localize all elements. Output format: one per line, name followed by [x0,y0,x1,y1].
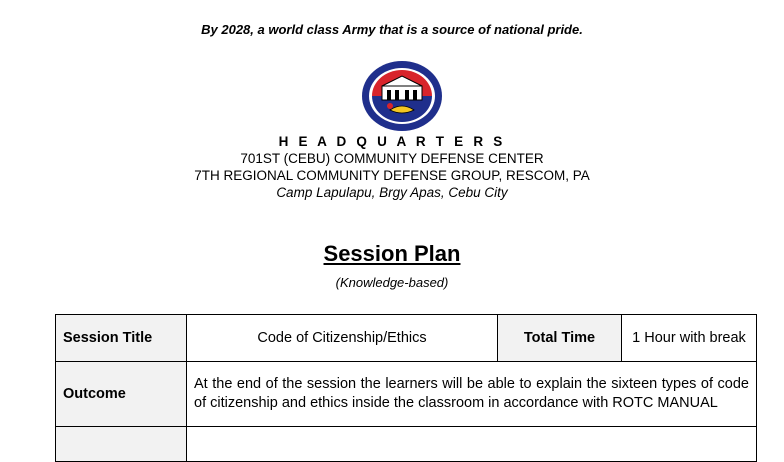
location: Camp Lapulapu, Brgy Apas, Cebu City [276,185,508,200]
session-plan-table [55,314,757,462]
outcome-value: At the end of the session the learners will be able to explain the sixteen types of code of citizenship and ethics inside the classroom in accordance with ROTC MANUAL [187,362,757,427]
headquarters-heading: H E A D Q U A R T E R S [278,134,506,149]
motto: By 2028, a world class Army that is a source of national pride. [201,22,583,37]
unit-seal-logo [360,60,444,132]
session-title-value: Code of Citizenship/Ethics [187,315,498,362]
unit-name: 701ST (CEBU) COMMUNITY DEFENSE CENTER [240,151,544,166]
page-subtitle: (Knowledge-based) [335,275,449,290]
table-row [56,362,757,427]
table-row [56,315,757,362]
empty-label-cell [56,427,187,462]
page-title: Session Plan [323,241,461,266]
table-row [56,427,757,462]
outcome-label: Outcome [56,362,187,427]
group-name: 7TH REGIONAL COMMUNITY DEFENSE GROUP, RESCOM, PA [194,168,590,183]
total-time-value: 1 Hour with break [622,315,757,362]
total-time-label: Total Time [498,315,622,362]
session-title-label: Session Title [56,315,187,362]
empty-value-cell [187,427,757,462]
